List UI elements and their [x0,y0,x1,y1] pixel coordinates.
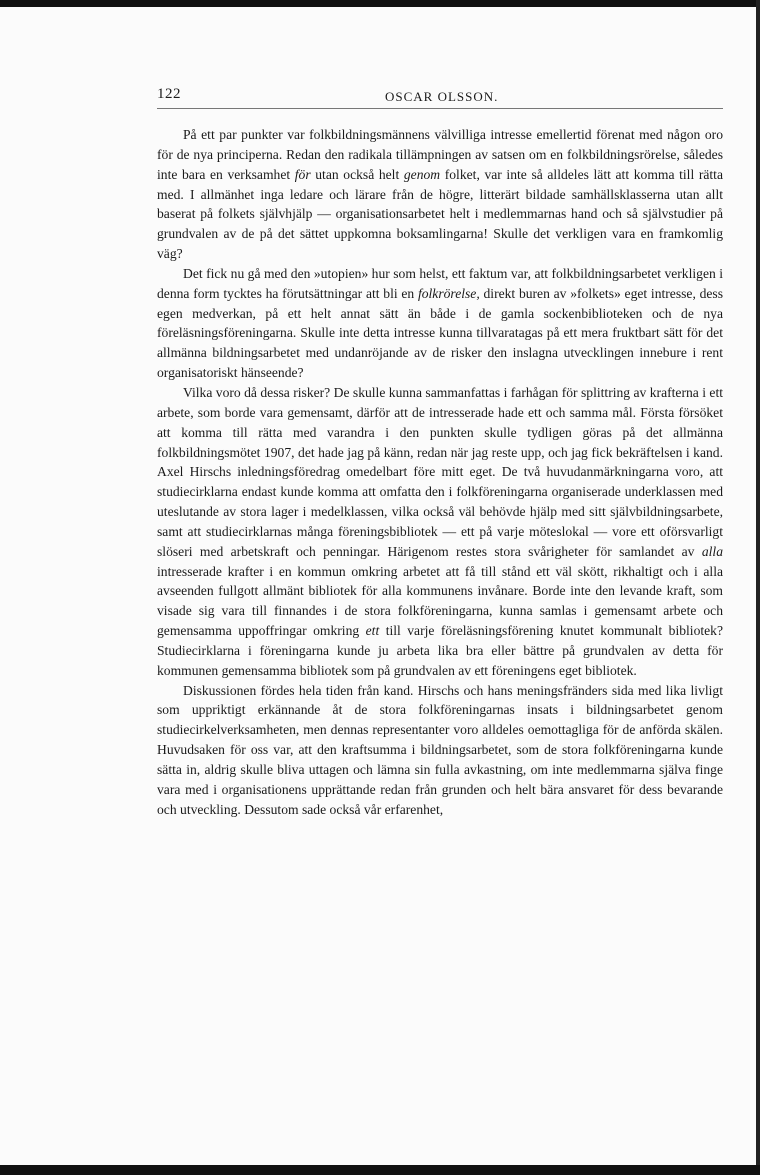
page-header [157,86,723,109]
text-run: Vilka voro då dessa risker? De skulle kunna sammanfattas i farhågan för splittring av krafterna i ett arbete, som borde vara gemensamt, därför att de intresserade hade ett och samma mål. Första försöket att komma till rätta med varandra i den punkten skulle tydligen göras på det allmänna folkbildningsmötet 1907, det hade jag på känn, redan när jag reste upp, och jag fick bekräftelsen i kand. Axel Hirschs inledningsföredrag omedelbart före mitt eget. De två huvudanmärkningarna voro, att studiecirklarna endast kunde komma att omfatta den i folkföreningarna organiserade underklassen med uteslutande av stora lager i medelklassen, vilka också väl behövde hjälp med sitt självbildningsarbete, samt att studiecirklarnas många föreningsbibliotek — ett på varje möteslokal — vore ett oförsvarligt slöseri med arbetskraft och penningar. Härigenom restes stora svårigheter för samlandet av [157,384,723,559]
italic-text: genom [403,166,441,182]
paragraph-2 [157,264,723,383]
paragraph-1 [157,125,723,264]
body-text [157,125,723,820]
italic-text: folkrörelse, [417,285,480,301]
paragraph-3 [157,383,723,681]
text-run: intresserade krafter i en kommun omkring arbetet att få till stånd ett väl skött, rikhaltigt och i alla avseenden fullgott allmänt bibliotek för alla kommunens invånare. Borde inte den levande kraft, som visade sig vara till finnandes i de stora folkföreningarna, kunna samlas i gemensamt arbete och gemensamma uppoffringar omkring [157,563,723,639]
text-run: direkt buren av »folkets» eget intresse, dess egen medverkan, på ett helt annat sätt än både i de gamla sockenbiblioteken och de nya föreläsningsföreningarna. Skulle inte detta intresse kunna tillvaratagas på ett mera fruktbart sätt för det allmänna bildningsarbetet med undanröjande av de risker den inslagna utvecklingen innebure i rent organisatoriskt hänseende? [157,285,723,381]
text-run: folket, var inte så alldeles lätt att komma till rätta med. I allmänhet inga ledare och lärare från de högre, litterärt bildade samhällsklasserna utan allt baserat på folkets självhjälp — organisationsarbetet helt i medlemmarnas hand och så självstudier på grundvalen av de på det sättet uppkomna boksamlingarna! Skulle det verkligen vara en framkomlig väg? [157,166,723,262]
italic-text: för [294,166,311,182]
text-run: Det fick nu gå med den »utopien» hur som helst, ett faktum var, att folkbildningsarbetet verkligen i denna form tycktes ha förutsättningar att bli en [157,265,723,301]
page-number: 122 [157,86,181,102]
scan-border-right [756,0,760,1175]
paragraph-4 [157,681,723,820]
scan-border-top [0,0,760,7]
italic-text: ett [365,623,380,639]
running-title: OSCAR OLSSON. [385,89,499,104]
text-run: Diskussionen fördes hela tiden från kand. Hirschs och hans meningsfränders sida med lika livligt som uppriktigt erkännande åt de stora folkföreningarnas insats i bildningsarbetet genom studiecirkelverksamheten, men dennas representanter voro alldeles oemottagliga för de anförda skälen. Huvudsaken för oss var, att den kraftsumma i bildningsarbetet, som de stora folkföreningarna kunde sätta in, aldrig skulle bliva uttagen och lämna sin fulla avkastning, om inte medlemmarna själva finge vara med i organisationens upprättande redan från grunden och helt bära ansvaret för dess bevarande och utveckling. Dessutom sade också vår erfarenhet, [157,682,723,817]
text-run: På ett par punkter var folkbildningsmännens välvilliga intresse emellertid förenat med någon oro för de nya principerna. Redan den radikala tillämpningen av satsen om en folkbildningsrörelse, således inte bara en verksamhet [157,127,723,182]
text-run: utan också helt [310,166,404,182]
scan-border-bottom [0,1165,760,1175]
italic-text: alla [701,543,723,559]
text-run: till varje föreläsningsförening knutet kommunalt bibliotek? Studiecirklarna i föreningarna kunde ju arbeta lika bra eller bättre på grundvalen av detta för kommunen gemensamma bibliotek som på grundvalen av ett föreningens eget bibliotek. [157,623,724,678]
